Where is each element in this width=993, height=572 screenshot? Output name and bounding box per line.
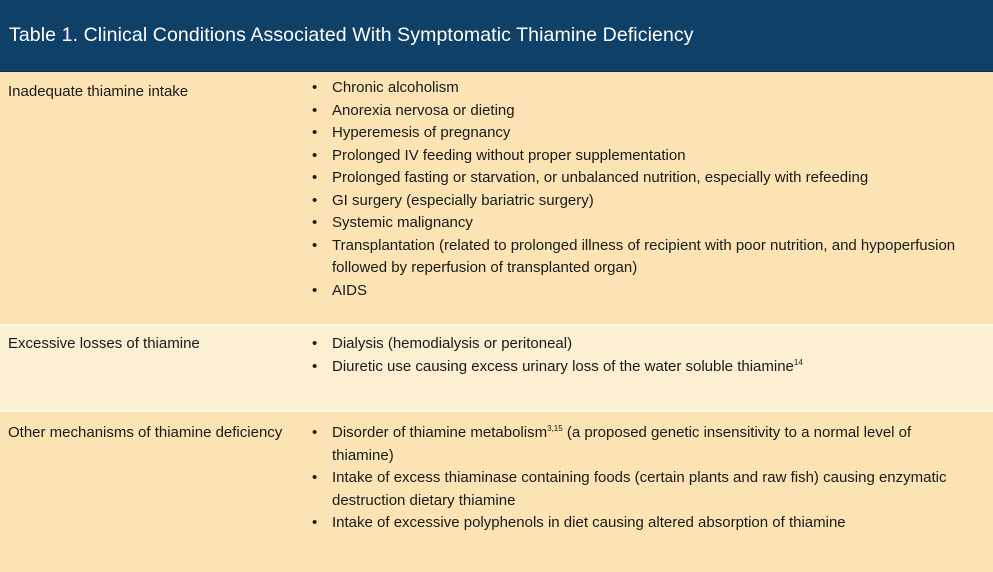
bullet-icon: • (312, 169, 318, 186)
table-row (0, 324, 993, 412)
list-item: • Intake of excess thiaminase containing foods (certain plants and raw fish) causing enzymatic destruction dietary thiamine (312, 469, 947, 509)
row-items (312, 72, 993, 324)
bullet-icon: • (312, 514, 318, 531)
citation-superscript: 14 (793, 357, 803, 367)
list-item: • GI surgery (especially bariatric surgery) (312, 190, 972, 213)
list-item: • Diuretic use causing excess urinary loss of the water soluble thiamine$^{14}$ (312, 356, 972, 379)
list-item: • Disorder of thiamine metabolism$^{3,15}$ (a proposed genetic insensitivity to a normal level of thiamine) (312, 424, 912, 464)
bullet-icon: • (312, 214, 318, 231)
bullet-icon: • (312, 281, 318, 299)
row-category: Excessive losses of thiamine (8, 335, 200, 352)
bullet-icon: • (312, 357, 318, 375)
list-item: • Chronic alcoholism (312, 77, 972, 100)
table-header (0, 0, 993, 72)
bullet-icon: • (312, 236, 318, 254)
row-items (312, 326, 993, 410)
bullet-icon: • (312, 124, 318, 141)
list-item: • Systemic malignancy (312, 212, 972, 235)
bullet-icon: • (312, 191, 318, 209)
citation-superscript: 3,15 (547, 424, 563, 433)
list-item: • Hyperemesis of pregnancy (312, 122, 972, 145)
list-item: • AIDS (312, 280, 972, 303)
bullet-icon: • (312, 146, 318, 164)
bullet-icon: • (312, 335, 318, 352)
table-title: Table 1. Clinical Conditions Associated With Symptomatic Thiamine Deficiency (9, 24, 694, 46)
bullet-icon: • (312, 424, 318, 441)
list-item: • Transplantation (related to prolonged illness of recipient with poor nutrition, and hypoperfusion followed by reperfusion of transplanted organ) (312, 236, 956, 276)
row-category: Inadequate thiamine intake (8, 83, 189, 100)
bullet-icon: • (312, 101, 318, 119)
list-item: • Dialysis (hemodialysis or peritoneal) (312, 333, 972, 356)
list-item: • Prolonged IV feeding without proper supplementation (312, 145, 972, 168)
bullet-icon: • (312, 469, 318, 486)
table-row (0, 72, 993, 324)
list-item: • Prolonged fasting or starvation, or unbalanced nutrition, especially with refeeding (312, 167, 972, 190)
table-row (0, 412, 993, 570)
list-item: • Anorexia nervosa or dieting (312, 100, 972, 123)
bullet-icon: • (312, 79, 318, 96)
row-category: Other mechanisms of thiamine deficiency (8, 424, 283, 441)
row-items (312, 412, 993, 570)
list-item: • Intake of excessive polyphenols in diet causing altered absorption of thiamine (312, 512, 972, 535)
